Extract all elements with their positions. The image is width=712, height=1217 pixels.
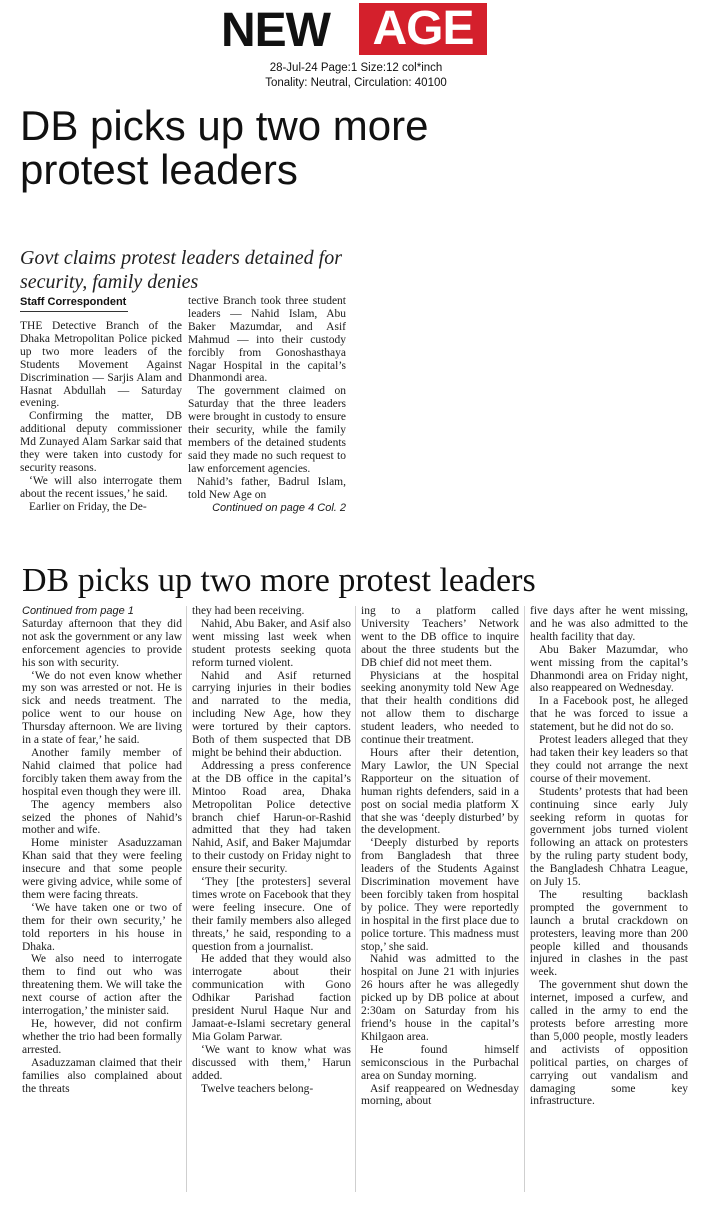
paragraph: He, however, did not confirm whether the trio had been formally arrested.	[22, 1018, 182, 1056]
paragraph: Nahid, Abu Baker, and Asif also went missing last week when student protests seeking quota reform turned violent.	[192, 617, 351, 669]
paragraph: tective Branch took three student leaders — Nahid Islam, Abu Baker Mazumdar, and Asif Mahmud — into their custody forcibly from Gonoshasthaya Nagar Hospital in the capital’s Dhanmondi area.	[188, 295, 346, 385]
column-divider	[355, 606, 356, 1192]
continued-on-label: Continued on page 4 Col. 2	[212, 501, 346, 514]
paragraph: Earlier on Friday, the De-	[29, 500, 147, 513]
front-subhead: Govt claims protest leaders detained for security, family denies	[20, 247, 342, 293]
byline: Staff Correspondent	[20, 296, 127, 308]
inside-column-4	[530, 605, 688, 1108]
paragraph: ‘Deeply disturbed by reports from Bangladesh that three leaders of the Students Against Discrimination movement have been forcibly taken from hospital by police. They were reportedly in hospital in the first place due to police torture. This madness must stop,’ she said.	[361, 837, 519, 953]
logo-new-text: NEW	[221, 4, 330, 57]
paragraph: ‘We do not even know whether my son was arrested or not. He is sick and needs treatment. The police went to our house on Thursday afternoon. We are living in a state of fear,’ he said.	[22, 669, 182, 747]
column-divider	[186, 606, 187, 1192]
paragraph: Another family member of Nahid claimed that police had forcibly taken them away from the hospital even though they were ill.	[22, 746, 182, 798]
paragraph: ing to a platform called University Teachers’ Network went to the DB office to inquire about the three students but the DB chief did not meet them.	[361, 605, 519, 669]
byline-rule	[20, 311, 128, 312]
front-column-1	[20, 320, 182, 514]
paragraph: The agency members also seized the phones of Nahid’s mother and wife.	[22, 798, 182, 837]
paragraph: five days after he went missing, and he was also admitted to the health facility that day.	[530, 605, 688, 643]
inside-column-1	[22, 605, 182, 1095]
paragraph: Protest leaders alleged that they had taken their key leaders so that they could not arrange the next course of their movement.	[530, 734, 688, 785]
logo-age-text: AGE	[359, 3, 487, 55]
front-headline: DB picks up two more protest leaders	[20, 102, 429, 193]
paragraph: Nahid was admitted to the hospital on June 21 with injuries 26 hours after he was allegedly picked up by DB police at about 2:30am on Saturday from his friend’s house in the capital’s Khilgaon area.	[361, 953, 519, 1043]
paragraph: The government shut down the internet, imposed a curfew, and called in the army to end the protests before arresting more than 5,000 people, mostly leaders and activists of opposition political parties, on charges of carrying out vandalism and damaging some key infrastructure.	[530, 979, 688, 1108]
clip-meta-date: 28-Jul-24 Page:1 Size:12 col*inch	[269, 62, 443, 74]
paragraph: Physicians at the hospital seeking anonymity told New Age that their health conditions did not allow them to discharge student leaders, who needed to continue their treatment.	[361, 669, 519, 747]
column-divider	[524, 606, 525, 1192]
paragraph: Saturday afternoon that they did not ask the government or any law enforcement agencies to provide his son with security.	[22, 617, 182, 669]
inside-column-2	[192, 605, 351, 1095]
clip-meta-tonality: Tonality: Neutral, Circulation: 40100	[265, 77, 447, 89]
paragraph: Twelve teachers belong-	[201, 1082, 314, 1095]
paragraph: THE Detective Branch of the Dhaka Metropolitan Police picked up two more leaders of the Students Movement Against Discrimination — Sarjis Alam and Hasnat Abdullah — Saturday evening.	[20, 320, 182, 410]
paragraph: The resulting backlash prompted the government to launch a brutal crackdown on protesters, leaving more than 200 people killed and thousands injured in clashes in the past week.	[530, 888, 688, 979]
paragraph: Confirming the matter, DB additional deputy commissioner Md Zunayed Alam Sarkar said that they were taken into custody for security reasons.	[20, 410, 182, 474]
paragraph: He found himself semiconscious in the Purbachal area on Sunday morning.	[361, 1043, 519, 1082]
inside-column-3	[361, 605, 519, 1108]
paragraph: ‘We have taken one or two of them for their own security,’ he told reporters in his house in Dhaka.	[22, 901, 182, 953]
newage-logo	[219, 0, 489, 60]
inside-headline: DB picks up two more protest leaders	[22, 562, 536, 599]
front-column-2	[188, 295, 346, 514]
paragraph: He added that they would also interrogate about their communication with Gono Odhikar Parishad faction president Nurul Haque Nur and Jamaat-e-Islami secretary general Mia Golam Parwar.	[192, 953, 351, 1043]
paragraph: ‘We want to know what was discussed with them,’ Harun added.	[192, 1043, 351, 1082]
paragraph: ‘They [the protesters] several times wrote on Facebook that they were feeling insecure. One of their family members also alleged threats,’ he said, responding to a question from a journalist.	[192, 876, 351, 953]
paragraph: Asif reappeared on Wednesday morning, about	[361, 1082, 519, 1108]
paragraph: Home minister Asaduzzaman Khan said that they were feeling insecure and that some people were giving advice, while some of them were facing threats.	[22, 837, 182, 901]
paragraph: Asaduzzaman claimed that their families also complained about the threats	[22, 1056, 182, 1095]
paragraph: ‘We will also interrogate them about the recent issues,’ he said.	[20, 474, 182, 500]
paragraph: The government claimed on Saturday that the three leaders were brought in custody to ensure their security, while the family members of the detained students said they made no such request to law enforcement agencies.	[188, 385, 346, 475]
continued-from-label: Continued from page 1	[22, 605, 134, 617]
paragraph: they had been receiving.	[192, 605, 305, 617]
paragraph: Nahid and Asif returned carrying injuries in their bodies and narrated to the media, including New Age, how they were tortured by their captors. Both of them suspected that DB might be behind their abduction.	[192, 669, 351, 759]
paragraph: In a Facebook post, he alleged that he was forced to issue a statement, but he did not do so.	[530, 695, 688, 734]
paragraph: Students’ protests that had been continuing since early July seeking reform in quotas for government jobs turned violent following an attack on protesters by the ruling party student body, the Bangladesh Chhatra League, on July 15.	[530, 785, 688, 889]
paragraph: We also need to interrogate them to find out who was threatening them. We will take the next course of action after the interrogation,’ the minister said.	[22, 953, 182, 1018]
paragraph: Addressing a press conference at the DB office in the capital’s Mintoo Road area, Dhaka Metropolitan Police detective branch chief Harun-or-Rashid admitted that they had taken Nahid, Asif, and Baker Majumdar to their custody on Friday night to ensure their security.	[192, 759, 351, 876]
paragraph: Nahid’s father, Badrul Islam, told New Age on	[188, 475, 346, 501]
paragraph: Abu Baker Mazumdar, who went missing from the capital’s Dhanmondi area on Friday night, also reappeared on Wednesday.	[530, 643, 688, 695]
paragraph: Hours after their detention, Mary Lawlor, the UN Special Rapporteur on the situation of human rights defenders, said in a post on social media platform X that she was ‘deeply disturbed’ by the development.	[361, 746, 519, 837]
